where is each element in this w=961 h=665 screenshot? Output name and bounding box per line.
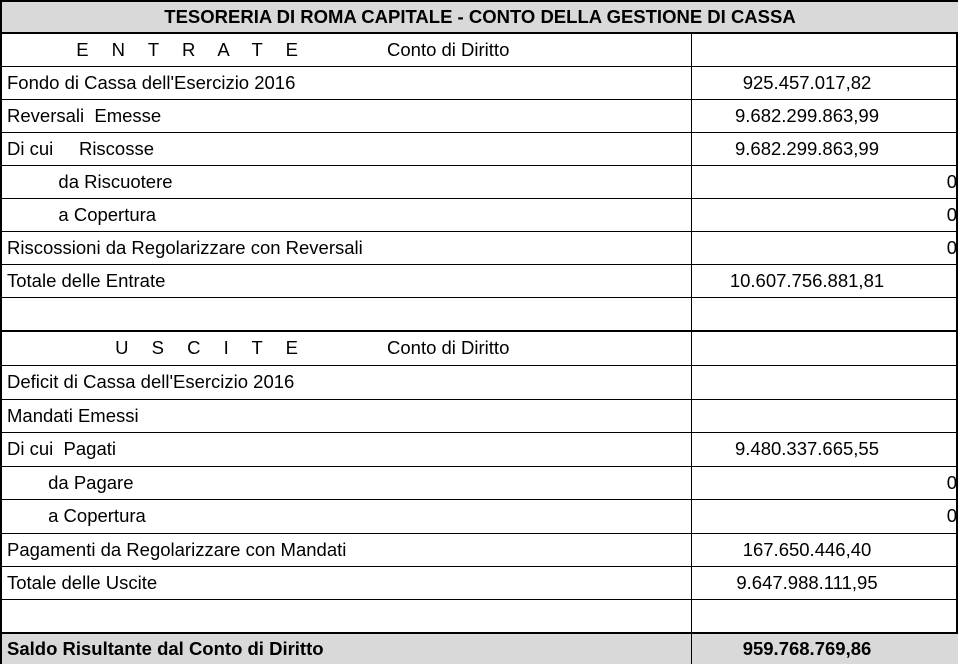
row-label: Pagamenti da Regolarizzare con Mandati: [2, 534, 692, 566]
row-zero: 0: [946, 505, 957, 527]
table-row: [2, 166, 958, 199]
row-zero: 0: [946, 203, 957, 225]
uscite-section-header: [2, 332, 958, 366]
row-value: 10.607.756.881,81: [729, 269, 885, 291]
saldo-label: Saldo Risultante dal Conto di Diritto: [2, 634, 692, 664]
table-row: [2, 265, 958, 298]
uscite-subheading: Conto di Diritto: [387, 337, 510, 359]
table-row: [2, 100, 958, 133]
table-row: [2, 433, 958, 467]
row-label: Di cui Riscosse: [2, 133, 692, 165]
row-label: da Pagare: [2, 467, 692, 499]
row-label: Di cui Pagati: [2, 433, 692, 466]
sheet-title: TESORERIA DI ROMA CAPITALE - CONTO DELLA GESTIONE DI CASSA: [2, 2, 958, 34]
row-label: Mandati Emessi: [2, 400, 692, 432]
table-row: [2, 534, 958, 567]
row-label: Totale delle Entrate: [2, 265, 692, 297]
table-row: [2, 500, 958, 534]
saldo-row: [2, 634, 958, 664]
row-label: Fondo di Cassa dell'Esercizio 2016: [2, 67, 692, 99]
row-label: a Copertura: [2, 500, 692, 533]
row-label: Deficit di Cassa dell'Esercizio 2016: [2, 366, 692, 399]
entrate-subheading: Conto di Diritto: [387, 38, 510, 60]
row-label: da Riscuotere: [2, 166, 692, 198]
blank-row: [2, 600, 958, 634]
entrate-section-header: [2, 34, 958, 67]
table-row: [2, 67, 958, 100]
row-label: Totale delle Uscite: [2, 567, 692, 599]
table-row: [2, 232, 958, 265]
entrate-heading: E N T R A T E: [76, 38, 307, 60]
row-value: 9.647.988.111,95: [736, 571, 878, 593]
row-zero: 0: [946, 170, 957, 192]
table-row: [2, 366, 958, 400]
table-row: [2, 567, 958, 600]
row-value: 9.682.299.863,99: [734, 104, 880, 126]
table-row: [2, 467, 958, 500]
row-zero: 0: [946, 471, 957, 493]
uscite-heading: U S C I T E: [115, 337, 307, 359]
saldo-value: 959.768.769,86: [742, 637, 872, 659]
row-value: 925.457.017,82: [742, 71, 872, 93]
row-label: Reversali Emesse: [2, 100, 692, 132]
table-row: [2, 133, 958, 166]
table-row: [2, 400, 958, 433]
row-label: Riscossioni da Regolarizzare con Reversali: [2, 232, 692, 264]
row-zero: 0: [946, 236, 957, 258]
row-value: 167.650.446,40: [742, 538, 872, 560]
row-value: 9.682.299.863,99: [734, 137, 880, 159]
row-label: a Copertura: [2, 199, 692, 231]
blank-row: [2, 298, 958, 332]
row-value: 9.480.337.665,55: [734, 438, 880, 460]
table-row: [2, 199, 958, 232]
